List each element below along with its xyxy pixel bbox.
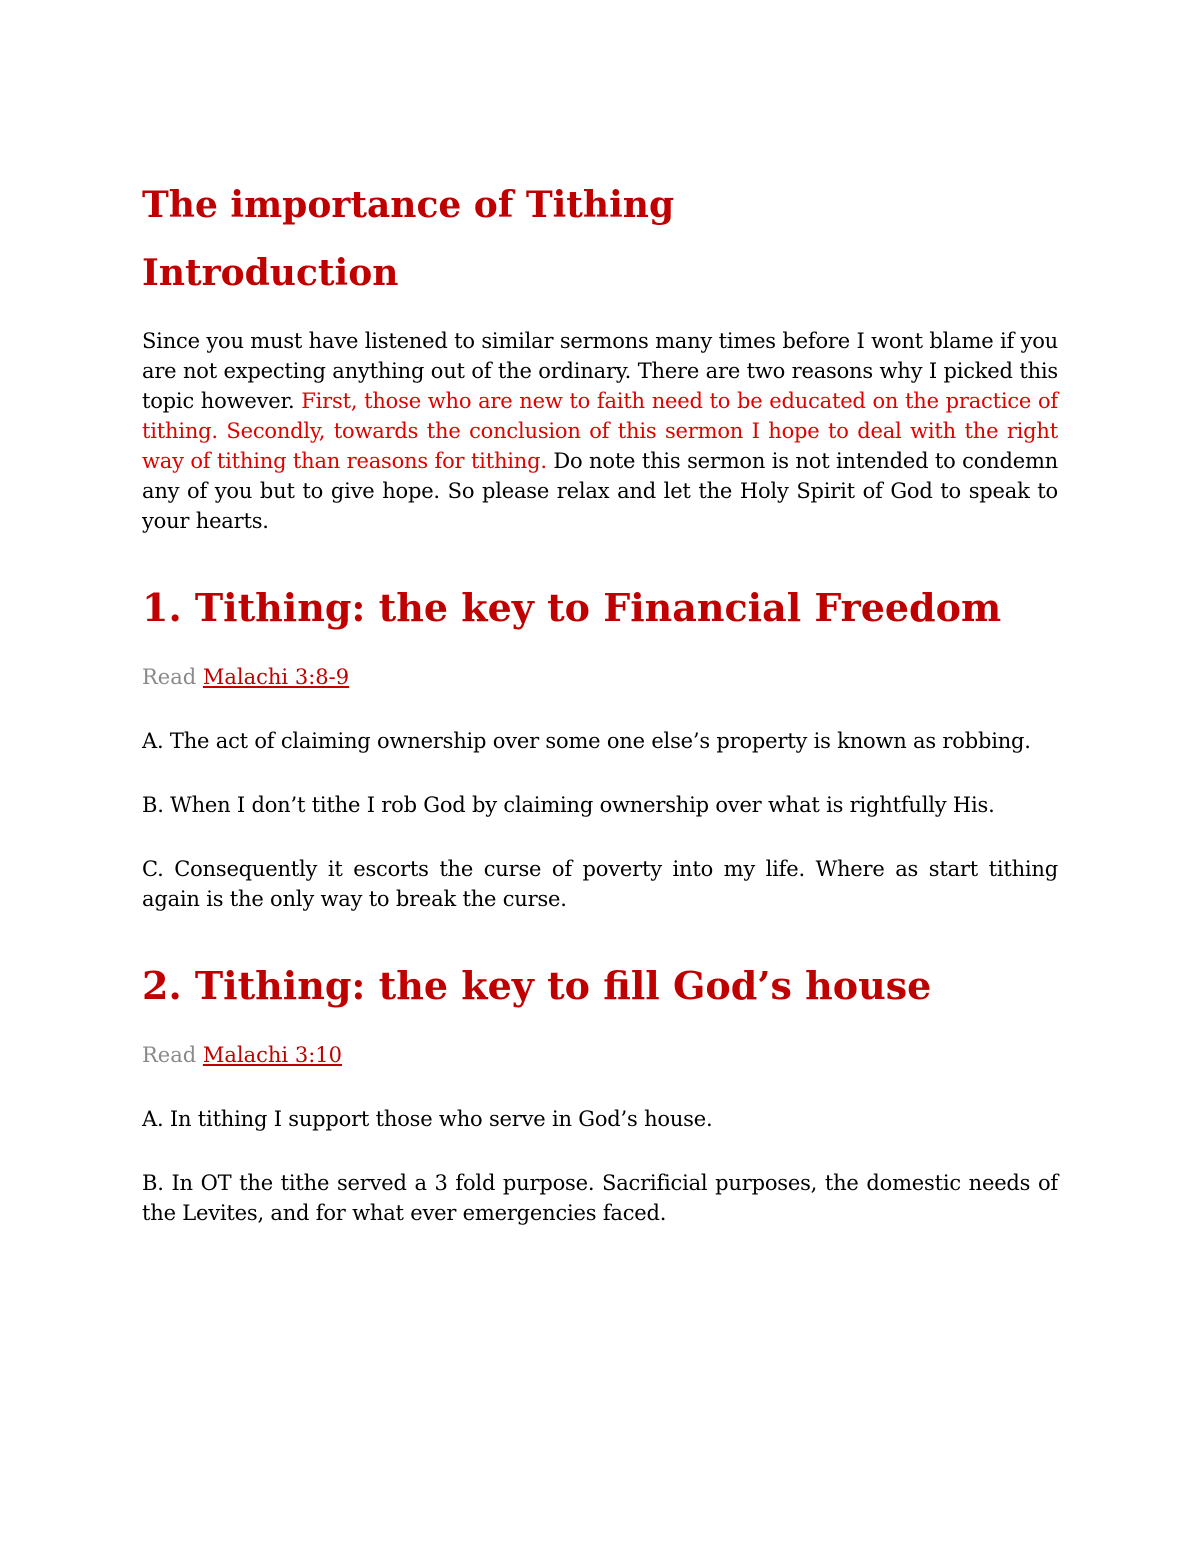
introduction-heading: Introduction (142, 252, 399, 294)
read-label: Read (142, 665, 197, 689)
section-1-point-b: B. When I don’t tithe I rob God by claiming ownership over what is rightfully His. (142, 793, 995, 817)
section-1-read-line (142, 662, 1058, 692)
document-content (142, 180, 1058, 1228)
section-2-point-a: A. In tithing I support those who serve in God’s house. (142, 1107, 713, 1131)
section-2-point-b: B. In OT the tithe served a 3 fold purpose. Sacrificial purposes, the domestic needs of the Levites, and for what ever emergencies faced. (142, 1171, 1058, 1225)
section-2-heading: 2. Tithing: the key to fill God’s house (142, 963, 932, 1008)
introduction-paragraph (142, 326, 1058, 536)
section-1-heading: 1. Tithing: the key to Financial Freedom (142, 585, 1002, 630)
scripture-reference-link[interactable]: Malachi 3:8-9 (202, 665, 350, 689)
section-2-read-line (142, 1040, 1058, 1070)
section-1-point-a: A. The act of claiming ownership over some one else’s property is known as robbing. (142, 729, 1031, 753)
intro-text-part1: Since you must have listened to similar sermons many times before I wont blame if you are not expecting anything out of the ordinary. There are two reasons why I picked this topic however. (142, 329, 1058, 413)
document-title: The importance of Tithing (142, 184, 675, 226)
section-1-point-c: C. Consequently it escorts the curse of poverty into my life. Where as start tithing again is the only way to break the curse. (142, 857, 1058, 911)
intro-text-part3: Do note this sermon is not intended to condemn any of you but to give hope. So please relax and let the Holy Spirit of God to speak to your hearts. (142, 449, 1058, 533)
scripture-reference-link[interactable]: Malachi 3:10 (202, 1043, 342, 1067)
read-label: Read (142, 1043, 197, 1067)
intro-highlight-text: First, those who are new to faith need to be educated on the practice of tithing. Secondly, towards the conclusion of this sermon I hope to deal with the right way of tithing than reasons for tithing. (142, 389, 1058, 473)
